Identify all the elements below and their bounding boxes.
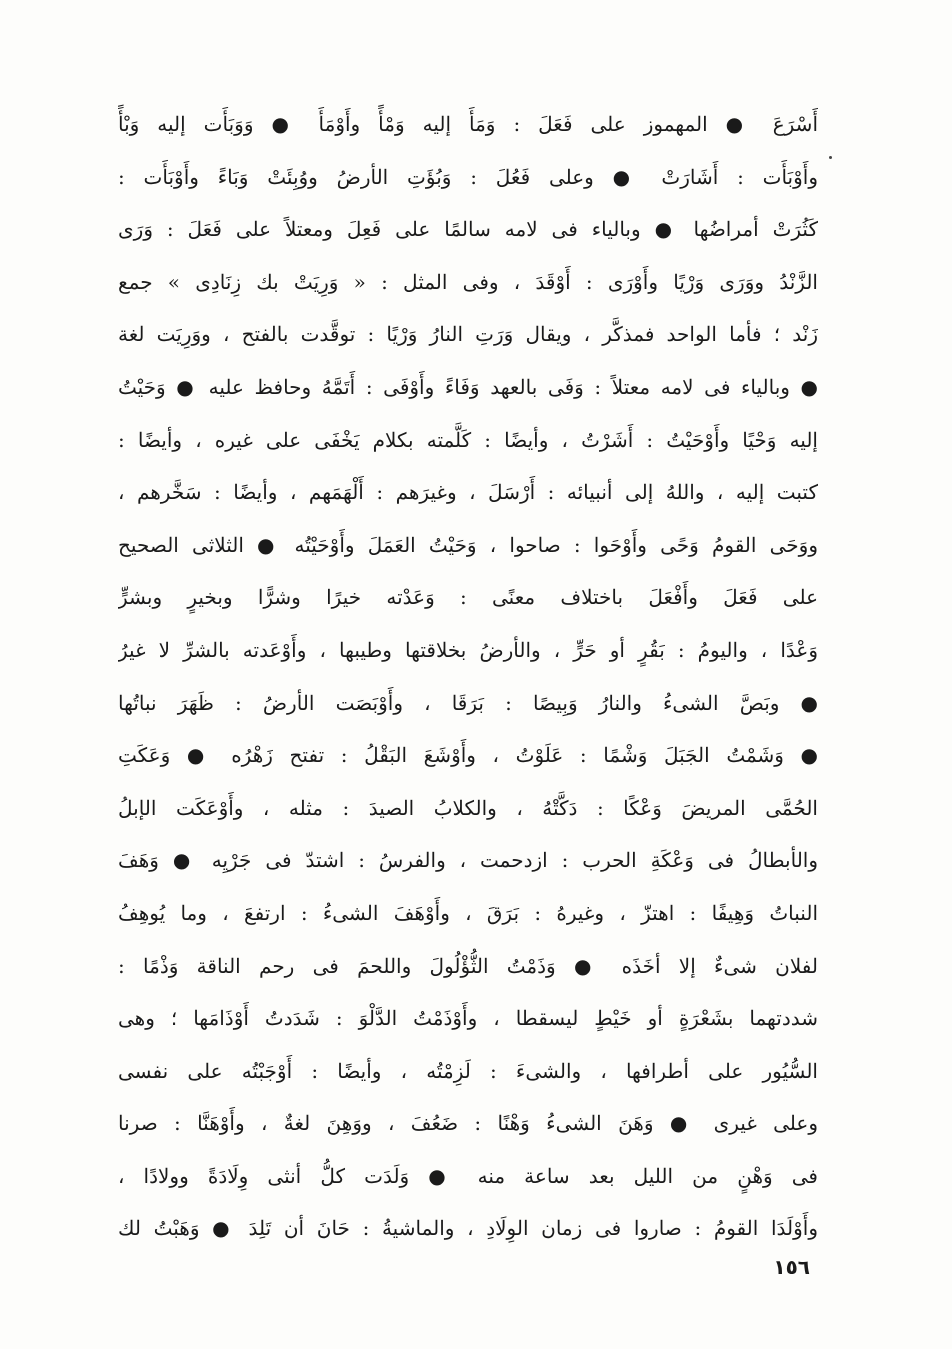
text-line: زَنْد ؛ فأما الواحد فمذكَّر ، ويقال وَرَتِ النارُ وَرْيًا : توقَّدت بالفتح ، ووَرِيَت لغة — [118, 322, 818, 347]
text-line: الزَّنْدُ ووَرَى وَرْيًا وأَوْرَى : أَوْقَدَ ، وفى المثل : « وَرِيَتْ بك زِنَادِى » جمع — [118, 269, 818, 294]
text-line: على فَعَلَ وأَفْعَلَ باختلاف معنًى : وَعَدْته خيرًا وشرًّا وبخيرٍ وبشرٍّ — [118, 585, 818, 610]
arabic-text-block — [118, 98, 818, 1255]
text-line: النباتُ وَهِيفًا : اهتزّ ، وغيرهُ : بَرَقَ ، وأَوْهَفَ الشىءُ : ارتفعَ ، وما يُوهِفُ — [118, 900, 818, 925]
text-line: ● وبَصَّ الشىءُ والنارُ وَبِيصًا : بَرَقَا ، وأَوْبَصَت الأرضُ : ظَهَرَ نباتُها — [118, 690, 818, 715]
text-line: وأَوْبَأَت : أَشَارَتْ ● وعلى فَعُلَ : وَبُؤَتِ الأرضُ ووُبِئَتْ وَبَاءً وأَوْبَأَت : — [118, 164, 818, 189]
text-line: لفلان شىءٌ إلا أخَذَه ● وَذَمْتُ الثُّؤْلُولَ واللحمَ فى رحم الناقة وَذْمًا : — [118, 953, 818, 978]
text-line: كتبت إليه ، واللهُ إلى أنبيائه : أَرْسَلَ ، وغيرَهم : أَلْهَمَهم ، وأيضًا : سَخَّرهم ، — [118, 480, 818, 505]
text-line: كَثُرَتْ أمراضُها ● وبالياء فى لامه سالمًا على فَعِلَ ومعتلاً على فَعَلَ : وَرَى — [118, 217, 818, 242]
text-line: وعلى غيرى ● وَهَنَ الشىءُ وَهْنًا : ضَعُفَ ، ووَهِنَ لغةٌ ، وأَوْهَنَّا : صرنا — [118, 1111, 818, 1136]
text-line: ووَحَى القومُ وَحًى وأَوْحَوا : صاحوا ، وَحَيْتُ العَمَلَ وأَوْحَيْتُه ● الثلاثى الصحيح — [118, 532, 818, 557]
text-line: أَسْرَعَ ● المهموز على فَعَلَ : وَمَأَ إليه وَمْأً وأَوْمَأَ ● وَوَبَأَت إليه وَبْأً — [118, 112, 818, 136]
text-line: شددتهما بشَعْرَةٍ أو خَيْطٍ ليسقطا ، وأَوْذَمْتُ الدَّلْوَ : شَدَدتُ أَوْذَامَها ؛ وهى — [118, 1006, 818, 1031]
text-line: الحُمَّى المريضَ وَعْكًا : دَكَّتْهُ ، والكلابُ الصيدَ : مثله ، وأَوْعَكَت الإبلُ — [118, 795, 818, 820]
text-line: فى وَهْنٍ من الليل بعد ساعة منه ● وَلَدَت كلُّ أنثى وِلَادَةً وولادًا ، — [118, 1163, 818, 1188]
text-line: إليه وَحْيًا وأَوْحَيْتُ : أَشَرْتُ ، وأيضًا : كَلَّمته بكلام يَخْفَى على غيره ، وأيضًا : — [118, 427, 818, 452]
text-line: وأَوْلَدَا القومُ : صاروا فى زمان الوِلَادِ ، والماشيةُ : حَانَ أن تَلِدَ ● وَهَبْتُ لك — [118, 1216, 818, 1241]
ink-speck — [829, 156, 832, 159]
text-line: ● وَشَمْتُ الجَبَلَ وَشْمًا : عَلَوْتُ ، وأَوْشَعَ البَقْلُ : تفتح زَهْرُه ● وَعَكَتِ — [118, 743, 818, 768]
text-line: السُّيُور على أطرافها ، والشىءَ : لَزِمْتُه ، وأيضًا : أَوْجَبْتُه على نفسى — [118, 1058, 818, 1083]
text-line: ● وبالياء فى لامه معتلاً : وَفَى بالعهد وَفَاءً وأَوْفَى : أَتَمَّهُ وحافظ عليه ● وَحَيْتُ — [118, 374, 818, 399]
page-number: ١٥٦ — [773, 1255, 810, 1279]
text-line: وَعْدًا ، واليومُ : بَقُرٍ أو حَرٍّ ، والأرضُ بخلاقتها وطيبها ، وأَوْعَدته بالشرِّ لا غيرُ — [118, 637, 818, 662]
text-line: والأبطالُ فى وَعْكَةِ الحرب : ازدحمت ، والفرسُ : اشتدّ فى جَرْيِه ● وَهَفَ — [118, 848, 818, 873]
